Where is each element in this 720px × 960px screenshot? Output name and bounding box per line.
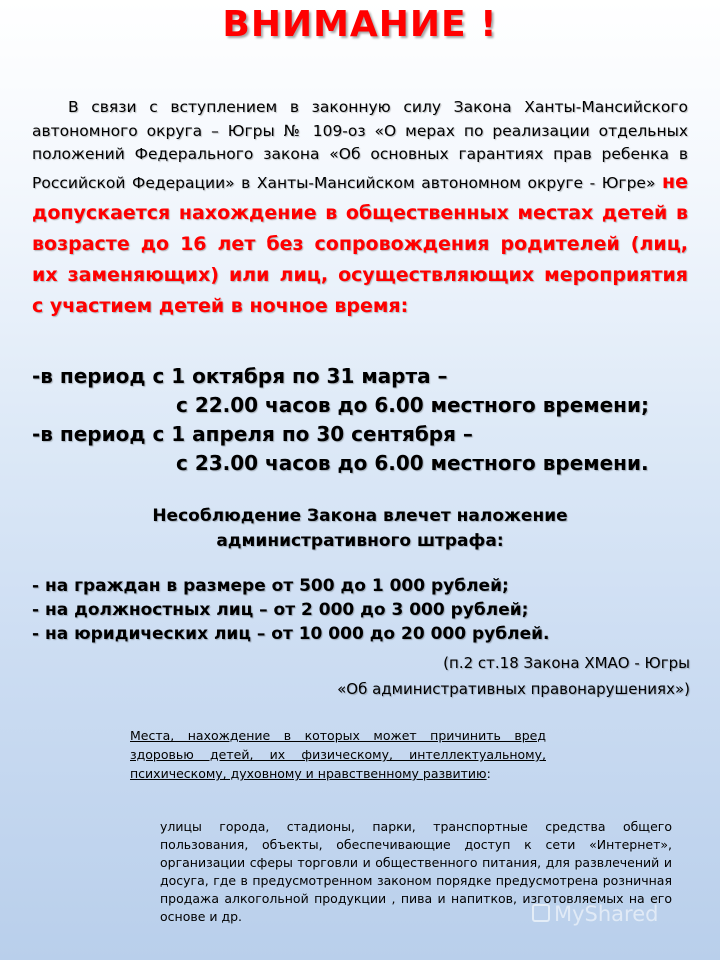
- fine-heading-colon: :: [496, 531, 504, 551]
- places-heading-colon: :: [486, 766, 491, 781]
- period-range: -в период с 1 октября по 31 марта –: [32, 364, 448, 388]
- places-heading: [130, 726, 546, 783]
- time-periods: [32, 362, 692, 478]
- fines-list: [32, 574, 692, 646]
- fine-item: - на граждан в размере от 500 до 1 000 рублей;: [32, 576, 509, 596]
- watermark: [532, 902, 658, 926]
- intro-colon: :: [400, 294, 409, 317]
- fine-item: - на должностных лиц – от 2 000 до 3 000 рублей;: [32, 600, 529, 620]
- period-time: с 23.00 часов до 6.00 местного времени.: [176, 451, 649, 475]
- law-reference-line2: «Об административных правонарушениях»): [337, 680, 690, 698]
- period-time: с 22.00 часов до 6.00 местного времени;: [176, 393, 649, 417]
- fine-heading: [0, 504, 720, 554]
- page-title: ВНИМАНИЕ !: [222, 4, 498, 45]
- law-reference-line1: (п.2 ст.18 Закона ХМАО - Югры: [443, 654, 690, 672]
- fine-item: - на юридических лиц – от 10 000 до 20 000 рублей.: [32, 624, 550, 644]
- law-reference: [337, 650, 690, 702]
- intro-text: В связи с вступлением в законную силу Закона Ханты-Мансийского автономного округа – Югры № 109-оз «О мерах по реализации отдельных положений Федерального закона «Об основных гарантиях прав ребенка в Российской Федерации» в Ханты-Мансийском автономном округе - Югре»: [32, 98, 688, 192]
- fine-heading-line2: административного штрафа: [216, 531, 497, 551]
- intro-highlight: не допускается нахождение в общественных местах детей в возрасте до 16 лет без сопровождения родителей (лиц, их заменяющих) или лиц, осуществляющих мероприятия с участием детей в ночное время: [32, 170, 688, 317]
- period-range: -в период с 1 апреля по 30 сентября –: [32, 422, 473, 446]
- intro-paragraph: [32, 96, 688, 322]
- watermark-logo-icon: [532, 904, 550, 922]
- fine-heading-line1: Несоблюдение Закона влечет наложение: [152, 506, 568, 526]
- places-heading-text: Места, нахождение в которых может причинить вред здоровью детей, их физическому, интеллектуальному, психическому, духовному и нравственному развитию: [130, 728, 546, 781]
- watermark-text: MyShared: [554, 902, 659, 926]
- places-list: улицы города, стадионы, парки, транспортные средства общего пользования, объекты, обеспечивающие доступ к сети «Интернет», организации сферы торговли и общественного питания, для развлечений и досуга, где в предусмотренном законом порядке предусмотрена розничная продажа алкогольной продукции , пива и напитков, изготовляемых на его основе и др.: [160, 819, 672, 924]
